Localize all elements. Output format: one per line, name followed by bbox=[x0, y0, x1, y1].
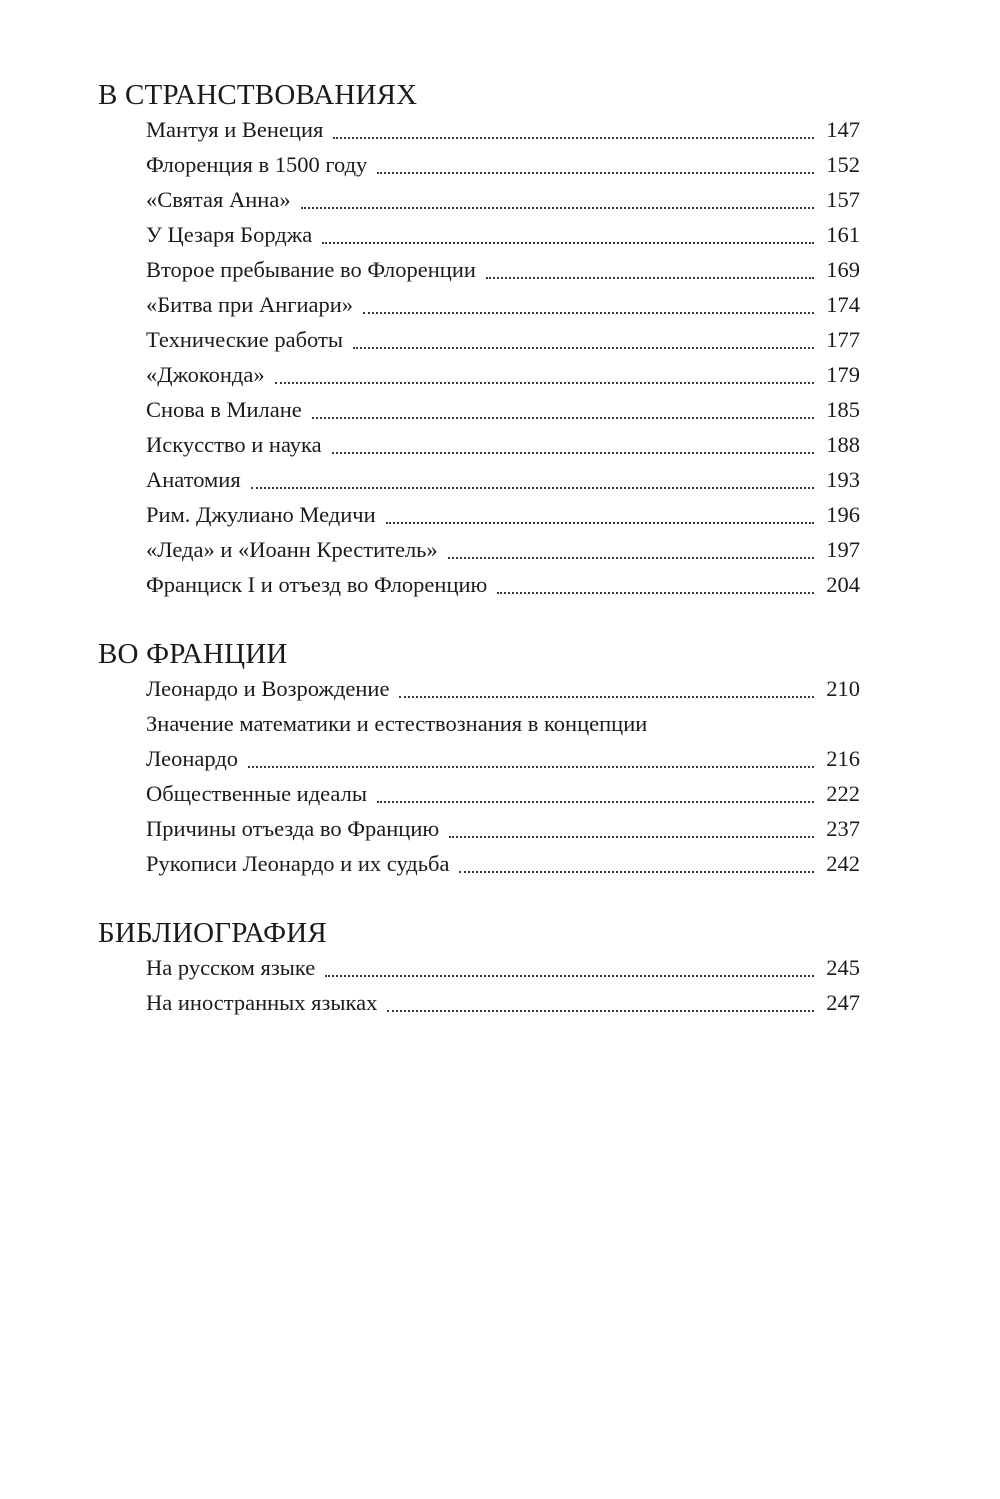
toc-entry[interactable] bbox=[146, 115, 860, 145]
dot-leader bbox=[387, 990, 814, 1012]
dot-leader bbox=[459, 851, 814, 873]
toc-entry[interactable] bbox=[146, 500, 860, 530]
dot-leader bbox=[322, 222, 814, 244]
toc-entry[interactable] bbox=[146, 290, 860, 320]
toc-entry-title: На русском языке bbox=[146, 955, 316, 980]
toc-entry-page: 169 bbox=[826, 257, 860, 282]
dot-leader bbox=[312, 397, 814, 419]
dot-leader bbox=[486, 257, 814, 279]
toc-entry-title: Искусство и наука bbox=[146, 432, 322, 457]
toc-entry[interactable] bbox=[146, 325, 860, 355]
toc-entry-title: Общественные идеалы bbox=[146, 781, 367, 806]
dot-leader bbox=[386, 502, 815, 524]
toc-entry[interactable] bbox=[146, 185, 860, 215]
toc-entry[interactable] bbox=[146, 430, 860, 460]
dot-leader bbox=[353, 327, 814, 349]
toc-entry-title: Леонардо и Возрождение bbox=[146, 676, 390, 701]
toc-entry[interactable] bbox=[146, 674, 860, 704]
toc-entry-title: Второе пребывание во Флоренции bbox=[146, 257, 476, 282]
toc-entry-title: На иностранных языках bbox=[146, 990, 378, 1015]
toc-entry[interactable] bbox=[146, 779, 860, 809]
toc-entry-title: Леонардо bbox=[146, 746, 239, 771]
dot-leader bbox=[301, 187, 815, 209]
dot-leader bbox=[275, 362, 815, 384]
toc-entry-page: 185 bbox=[826, 397, 860, 422]
toc-entry-page: 157 bbox=[826, 187, 860, 212]
toc-entry-title: У Цезаря Борджа bbox=[146, 222, 313, 247]
toc-entry[interactable] bbox=[146, 360, 860, 390]
section-title: БИБЛИОГРАФИЯ bbox=[98, 917, 327, 949]
toc-entry[interactable] bbox=[146, 988, 860, 1018]
toc-entry-page: 204 bbox=[826, 572, 860, 597]
toc-entry-page: 177 bbox=[826, 327, 860, 352]
toc-entry[interactable] bbox=[146, 220, 860, 250]
toc-entry[interactable] bbox=[146, 953, 860, 983]
toc-entry-page: 193 bbox=[826, 467, 860, 492]
toc-entry-title: «Битва при Ангиари» bbox=[146, 292, 354, 317]
dot-leader bbox=[332, 432, 815, 454]
toc-entry-page: 197 bbox=[826, 537, 860, 562]
toc-entry-title: Флоренция в 1500 году bbox=[146, 152, 368, 177]
dot-leader bbox=[251, 467, 815, 489]
toc-entry-title: «Святая Анна» bbox=[146, 187, 291, 212]
toc-entry-page: 216 bbox=[826, 746, 860, 771]
section-title: В СТРАНСТВОВАНИЯХ bbox=[98, 79, 418, 111]
dot-leader bbox=[448, 537, 815, 559]
toc-entry-title: Технические работы bbox=[146, 327, 343, 352]
toc-entry-title: Франциск I и отъезд во Флоренцию bbox=[146, 572, 488, 597]
toc-entry-title: Мантуя и Венеция bbox=[146, 117, 324, 142]
toc-entry-title: Анатомия bbox=[146, 467, 241, 492]
toc-entry-page: 152 bbox=[826, 152, 860, 177]
toc-entry-page: 147 bbox=[826, 117, 860, 142]
toc-entry[interactable] bbox=[146, 814, 860, 844]
toc-entry-page: 222 bbox=[826, 781, 860, 806]
toc-entry-page: 245 bbox=[826, 955, 860, 980]
dot-leader bbox=[377, 781, 814, 803]
toc-entry-title: «Леда» и «Иоанн Креститель» bbox=[146, 537, 438, 562]
dot-leader bbox=[363, 292, 814, 314]
dot-leader bbox=[248, 746, 814, 768]
section-title: ВО ФРАНЦИИ bbox=[98, 638, 288, 670]
toc-entry-page: 188 bbox=[826, 432, 860, 457]
toc-entry[interactable] bbox=[146, 849, 860, 879]
dot-leader bbox=[497, 572, 814, 594]
toc-entry-page: 210 bbox=[826, 676, 860, 701]
toc-entry-page: 179 bbox=[826, 362, 860, 387]
toc-entry[interactable] bbox=[146, 535, 860, 565]
toc-entry[interactable] bbox=[146, 395, 860, 425]
toc-entry[interactable] bbox=[146, 465, 860, 495]
toc-entry[interactable] bbox=[146, 255, 860, 285]
toc-entry-page: 196 bbox=[826, 502, 860, 527]
dot-leader bbox=[449, 816, 814, 838]
toc-entry-title: Снова в Милане bbox=[146, 397, 302, 422]
toc-entry[interactable] bbox=[146, 570, 860, 600]
toc-entry[interactable] bbox=[146, 150, 860, 180]
dot-leader bbox=[377, 152, 814, 174]
dot-leader bbox=[333, 117, 814, 139]
toc-entry-page: 161 bbox=[826, 222, 860, 247]
dot-leader bbox=[325, 955, 814, 977]
toc-entry-title: Рим. Джулиано Медичи bbox=[146, 502, 376, 527]
toc-entry-page: 237 bbox=[826, 816, 860, 841]
toc-entry-title: «Джоконда» bbox=[146, 362, 265, 387]
toc-entry-page: 242 bbox=[826, 851, 860, 876]
toc-entry-page: 247 bbox=[826, 990, 860, 1015]
toc-entry[interactable] bbox=[146, 744, 860, 774]
toc-entry-title: Причины отъезда во Францию bbox=[146, 816, 440, 841]
toc-entry-page: 174 bbox=[826, 292, 860, 317]
toc-entry-title-line[interactable]: Значение математики и естествознания в концепции bbox=[146, 711, 648, 736]
toc-entry-title: Рукописи Леонардо и их судьба bbox=[146, 851, 450, 876]
dot-leader bbox=[399, 676, 814, 698]
